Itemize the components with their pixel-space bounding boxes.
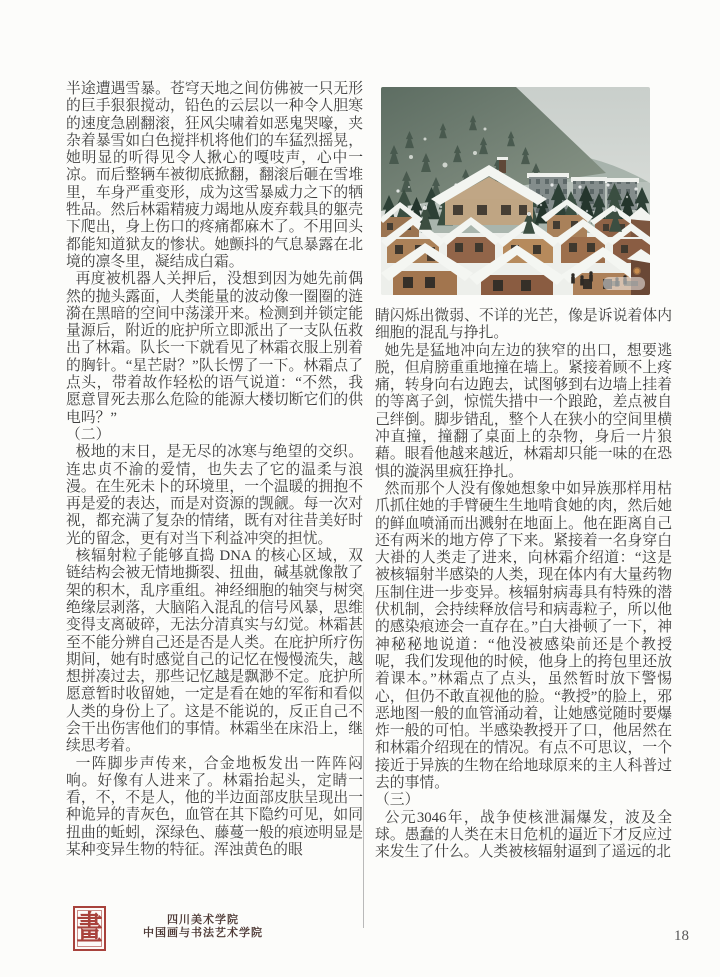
institution-name [128,914,278,940]
article-paragraph: 一阵脚步声传来，合金地板发出一阵阵闷响。好像有人进来了。林霜抬起头，定睛一看，不，不是人，他的半边面部皮肤呈现出一种诡异的青灰色，血管在其下隐约可见，如同扭曲的蚯蚓，深绿色、藤蔓一般的痕迹明显是某种变异生物的特征。浑浊黄色的眼 [66,755,363,859]
article-paragraph: 公元3046年，战争使核泄漏爆发，波及全球。愚蠢的人类在末日危机的逼近下才反应过来发生了什么。人类被核辐射逼到了遥远的北 [375,809,672,861]
page-number: 18 [674,928,689,944]
photo-watermark [603,277,645,290]
scan-crease-line [363,592,364,928]
snow-village-photo [381,87,650,295]
article-paragraph: 睛闪烁出微弱、不详的光芒，像是诉说着体内细胞的混乱与挣扎。 [375,308,672,342]
left-text-column [66,81,363,859]
article-paragraph: 再度被机器人关押后，没想到因为她先前偶 然的抛头露面，人类能量的波动像一圈圈的涟漪在黑暗的空间中荡漾开来。检测到并锁定能量源后，附近的庇护所立即派出了一支队伍救出了林霜。队长一下就看见了林霜衣服上别着的胸针。“星芒尉？”队长愣了一下。林霜点了点头，带着故作轻松的语气说道：“不然，我愿意冒死去那么危险的能源大楼切断它们的供电吗？” [66,271,363,426]
article-paragraph: （二） [66,426,111,443]
article-paragraph: （三） [375,792,420,809]
right-column-text [375,308,672,862]
seal-character: 畫 [76,909,103,946]
article-paragraph: 极地的末日，是无尽的冰寒与绝望的交织。连忠贞不渝的爱情，也失去了它的温柔与浪漫。在生死未卜的环境里，一个温暖的拥抱不再是爱的表达，而是对资源的觊觎。每一次对视，都充满了复杂的情绪，既有对往昔美好时光的留念，更有对当下利益冲突的担忧。 [66,444,363,547]
article-paragraph: 然而那个人没有像她想象中如异族那样用枯爪抓住她的手臂硬生生地啃食她的肉，然后她的鲜血喷涌而出溅射在地面上。他在距离自己还有两米的地方停了下来。紧接着一名身穿白大褂的人类走了进来，向林霜介绍道：“这是被核辐射半感染的人类，现在体内有大量药物压制住进一步变异。核辐射病毒具有特殊的潜伏机制，会持续释放信号和病毒粒子，所以他的感染痕迹会一直存在。”白大褂顿了一下，神神秘秘地说道：“他没被感染前还是个教授呢，我们发现他的时候，他身上的挎包里还放着课本。”林霜点了点头，虽然暂时放下警惕心，但仍不敢直视他的脸。“教授”的脸上，邪恶地图一般的血管涌动着，让她感觉随时要爆炸一般的可怕。半感染教授开了口，他居然在和林霜介绍现在的情况。有点不可思议，一个接近于异族的生物在给地球原来的主人科普过去的事情。 [375,480,672,792]
institution-line-2: 中国画与书法艺术学院 [143,927,263,939]
article-paragraph: 半途遭遇雪暴。苍穹天地之间仿佛被一只无形的巨手狠狠搅动，铅色的云层以一种令人胆寒的速度急剧翻滚，狂风尖啸着如恶鬼哭嚎，夹杂着暴雪如白色搅拌机将他们的车猛烈摇晃，她明显的听得见令人揪心的嘎吱声，心中一凉。而后整辆车被彻底掀翻，翻滚后砸在雪堆里，车身严重变形，成为这雪暴威力之下的牺牲品。然后林霜精疲力竭地从废弃载具的躯壳下爬出，身上伤口的疼痛都麻木了。不用回头都能知道狱友的惨状。她颤抖的气息暴露在北境的凛冬里，凝结成白霜。 [66,81,363,270]
article-paragraph: 她先是猛地冲向左边的狭窄的出口，想要逃脱，但肩膀重重地撞在墙上。紧接着顾不上疼痛，转身向右边跑去，试图够到右边墙上挂着的等离子剑，惊慌失措中一个踉跄，差点被自己绊倒。脚步错乱，整个人在狭小的空间里横冲直撞，撞翻了桌面上的杂物，身后一片狼藉。眼看他越来越近，林霜却只能一味的在恐惧的漩涡里疯狂挣扎。 [375,342,672,480]
school-seal-stamp [73,906,106,951]
institution-line-1: 四川美术学院 [167,914,239,926]
right-text-column [375,81,672,862]
article-paragraph: 核辐射粒子能够直捣 DNA 的核心区域，双链结构会被无情地撕裂、扭曲，碱基就像散了架的积木，乱序重组。神经细胞的轴突与树突绝缘层剥落，大脑陷入混乱的信号风暴，思维变得支离破碎，无法分清真实与幻觉。林霜甚至不能分辨自己还是否是人类。在庇护所疗伤期间，她有时感觉自己的记忆在慢慢流失，越想拼凑过去，那些记忆越是飘渺不定。庇护所愿意暂时收留她，一定是看在她的军衔和看似人类的身份上了。这是不能说的，反正自己不会干出伤害他们的事情。林霜坐在床沿上，继续思考着。 [66,548,363,755]
